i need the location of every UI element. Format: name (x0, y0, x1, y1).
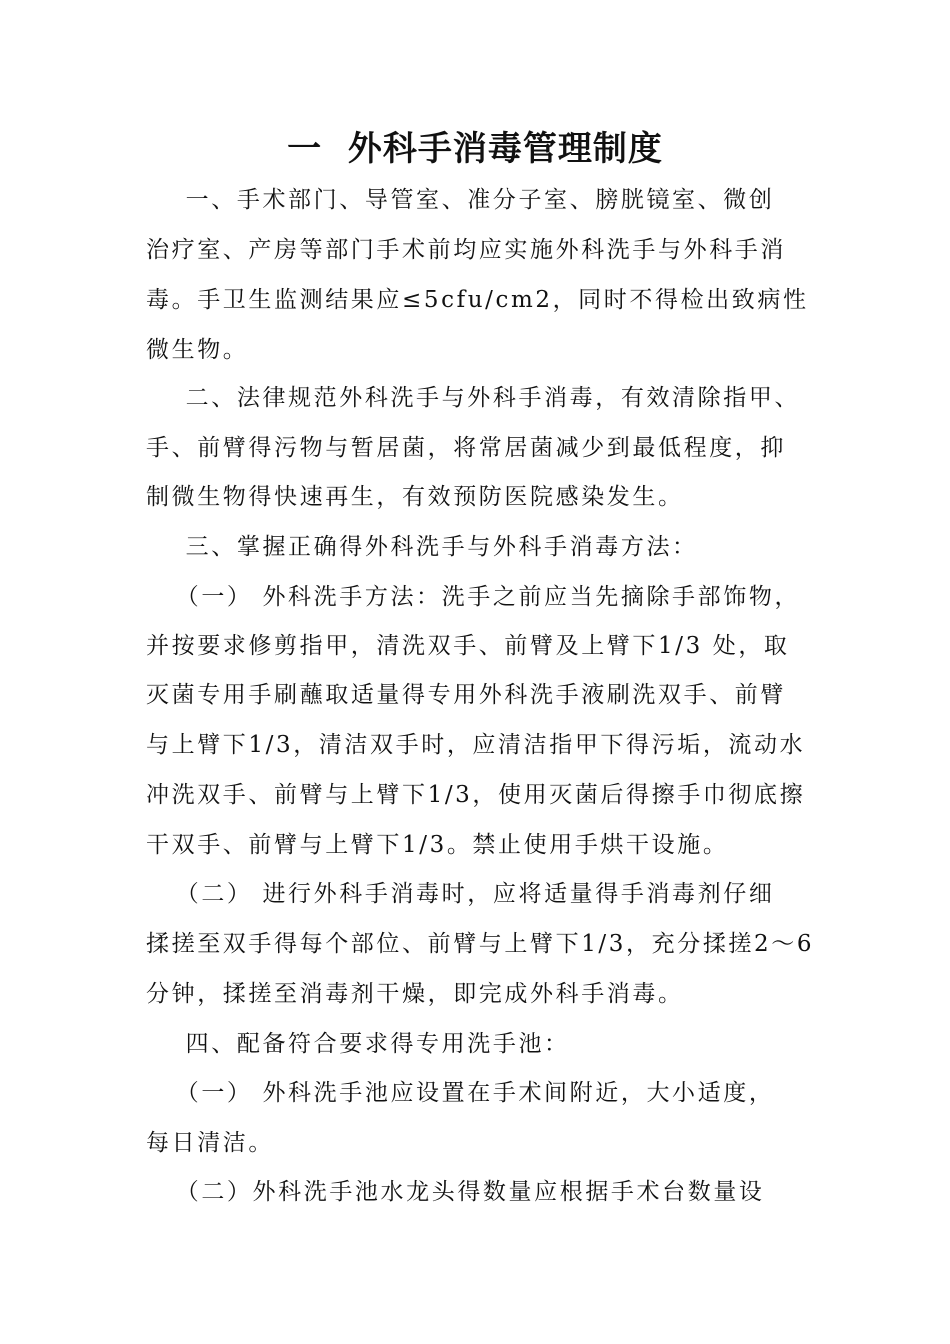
text-line-9: （一） 外科洗手方法：洗手之前应当先摘除手部饰物， (146, 584, 801, 610)
text-line-5: 二、法律规范外科洗手与外科手消毒，有效清除指甲、 (146, 385, 801, 411)
text-line-17: 分钟，揉搓至消毒剂干燥，即完成外科手消毒。 (146, 981, 684, 1007)
text-line-13: 冲洗双手、前臂与上臂下1/3，使用灭菌后得擦手巾彻底擦 (146, 782, 806, 808)
text-line-7: 制微生物得快速再生，有效预防医院感染发生。 (146, 484, 684, 510)
text-line-21: （二）外科洗手池水龙头得数量应根据手术台数量设 (146, 1179, 765, 1205)
text-line-8: 三、掌握正确得外科洗手与外科手消毒方法： (146, 534, 698, 560)
text-line-10: 并按要求修剪指甲，清洗双手、前臂及上臂下1/3 处，取 (146, 633, 790, 659)
text-line-14: 干双手、前臂与上臂下1/3。禁止使用手烘干设施。 (146, 832, 729, 858)
text-line-4: 微生物。 (146, 337, 249, 363)
text-line-12: 与上臂下1/3，清洁双手时，应清洁指甲下得污垢，流动水 (146, 732, 806, 758)
text-line-2: 治疗室、产房等部门手术前均应实施外科洗手与外科手消 (146, 237, 786, 263)
text-line-1: 一、手术部门、导管室、准分子室、膀胱镜室、微创 (146, 187, 775, 213)
text-line-18: 四、配备符合要求得专用洗手池： (146, 1031, 570, 1057)
text-line-6: 手、前臂得污物与暂居菌，将常居菌减少到最低程度，抑 (146, 435, 786, 461)
text-line-19: （一） 外科洗手池应设置在手术间附近，大小适度， (146, 1080, 775, 1106)
text-line-3: 毒。手卫生监测结果应≤5cfu/cm2，同时不得检出致病性 (146, 287, 809, 313)
text-line-20: 每日清洁。 (146, 1130, 274, 1156)
text-line-16: 揉搓至双手得每个部位、前臂与上臂下1/3，充分揉搓2～6 (146, 931, 815, 957)
text-line-15: （二） 进行外科手消毒时，应将适量得手消毒剂仔细 (146, 881, 775, 907)
page-title: 一 外科手消毒管理制度 (287, 129, 663, 169)
text-line-11: 灭菌专用手刷蘸取适量得专用外科洗手液刷洗双手、前臂 (146, 682, 786, 708)
